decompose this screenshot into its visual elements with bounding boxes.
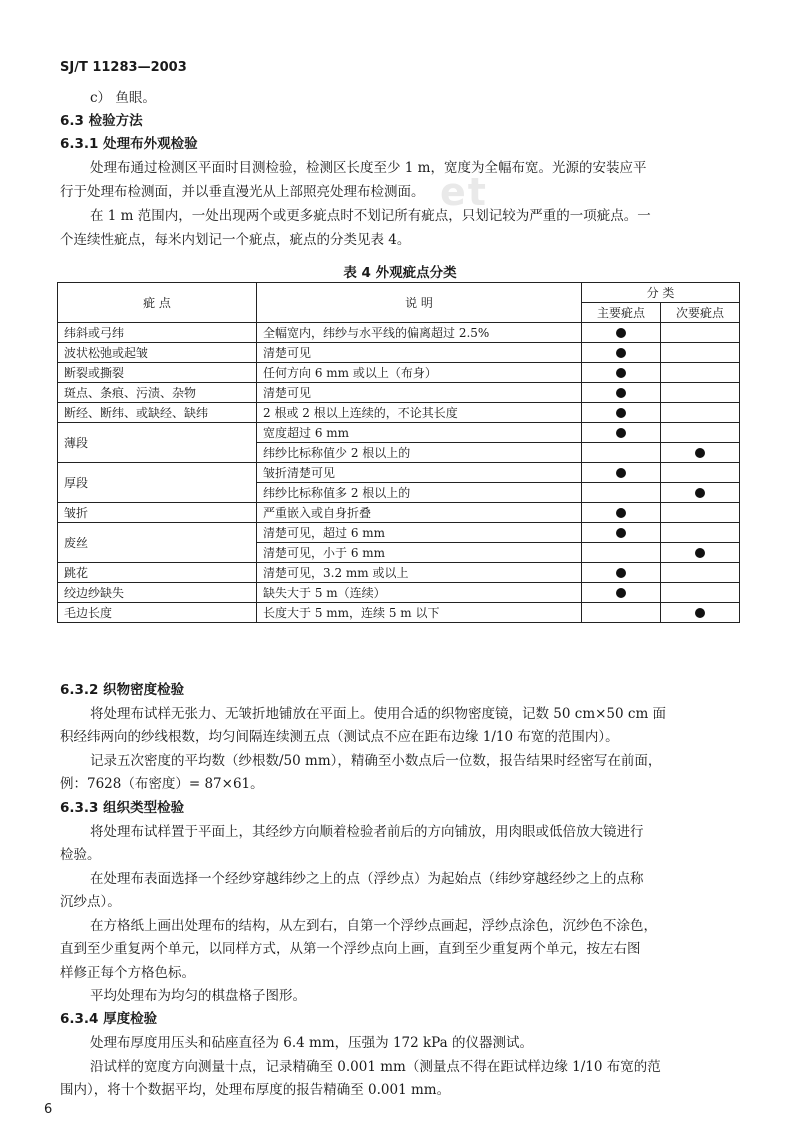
paragraph-line: c） 鱼眼。 (90, 90, 156, 106)
table-title: 表 4 外观疵点分类 (343, 265, 457, 281)
minor-class-cell (661, 503, 740, 523)
section-heading: 6.3.1 处理布外观检验 (60, 136, 198, 152)
minor-class-cell (661, 483, 740, 503)
spot-desc-cell: 清楚可见，小于 6 mm (257, 543, 582, 563)
paragraph-line: 检验。 (60, 847, 101, 863)
bullet-mark-icon (695, 488, 705, 498)
paragraph-line: 在处理布表面选择一个经纱穿越纬纱之上的点（浮纱点）为起始点（纬纱穿越经纱之上的点称 (90, 871, 644, 887)
table-row (58, 423, 740, 443)
bullet-mark-icon (616, 388, 626, 398)
spot-name-cell: 波状松弛或起皱 (58, 343, 257, 363)
spot-name-cell: 毛边长度 (58, 603, 257, 623)
table-row (58, 603, 740, 623)
section-heading: 6.3.3 组织类型检验 (60, 800, 185, 816)
spot-name-cell: 薄段 (58, 423, 257, 463)
paragraph-line: 记录五次密度的平均数（纱根数/50 mm），精确至小数点后一位数，报告结果时经密写在前面， (90, 753, 662, 769)
spot-desc-cell: 皱折清楚可见 (257, 463, 582, 483)
paragraph-line: 积经纬两向的纱线根数，均匀间隔连续测五点（测试点不应在距布边缘 1/10 布宽的范围内）。 (60, 729, 619, 745)
spot-desc-cell: 任何方向 6 mm 或以上（布身） (257, 363, 582, 383)
paragraph-line: 在 1 m 范围内，一处出现两个或更多疵点时不划记所有疵点，只划记较为严重的一项疵点。一 (90, 208, 651, 224)
major-class-cell (582, 583, 661, 603)
spot-desc-cell: 纬纱比标称值多 2 根以上的 (257, 483, 582, 503)
table-row (58, 583, 740, 603)
paragraph-line: 处理布厚度用压头和砧座直径为 6.4 mm，压强为 172 kPa 的仪器测试。 (90, 1035, 534, 1051)
spot-desc-cell: 清楚可见 (257, 383, 582, 403)
table-row (58, 503, 740, 523)
paragraph-line: 在方格纸上画出处理布的结构，从左到右，自第一个浮纱点画起，浮纱点涂色，沉纱色不涂色， (90, 918, 657, 934)
table-row (58, 323, 740, 343)
paragraph-line: 将处理布试样置于平面上，其经纱方向顺着检验者前后的方向铺放，用肉眼或低倍放大镜进行 (90, 824, 644, 840)
spot-name-cell: 跳花 (58, 563, 257, 583)
section-heading: 6.3.2 织物密度检验 (60, 682, 185, 698)
bullet-mark-icon (616, 568, 626, 578)
watermark: et (440, 170, 488, 214)
minor-class-cell (661, 463, 740, 483)
spot-desc-cell: 纬纱比标称值少 2 根以上的 (257, 443, 582, 463)
minor-class-cell (661, 583, 740, 603)
defect-classification-table (57, 282, 740, 623)
major-class-cell (582, 403, 661, 423)
spot-desc-cell: 清楚可见 (257, 343, 582, 363)
paragraph-line: 围内），将十个数据平均，处理布厚度的报告精确至 0.001 mm。 (60, 1082, 451, 1098)
spot-name-cell: 斑点、条痕、污渍、杂物 (58, 383, 257, 403)
major-class-cell (582, 363, 661, 383)
bullet-mark-icon (695, 608, 705, 618)
bullet-mark-icon (616, 468, 626, 478)
spot-desc-cell: 全幅宽内，纬纱与水平线的偏离超过 2.5% (257, 323, 582, 343)
bullet-mark-icon (616, 348, 626, 358)
major-class-cell (582, 523, 661, 543)
minor-class-cell (661, 363, 740, 383)
bullet-mark-icon (695, 448, 705, 458)
section-heading: 6.3.4 厚度检验 (60, 1011, 158, 1027)
paragraph-line: 例：7628（布密度）= 87×61。 (60, 776, 264, 792)
paragraph-line: 行于处理布检测面，并以垂直漫光从上部照亮处理布检测面。 (60, 184, 425, 200)
minor-class-cell (661, 603, 740, 623)
paragraph-line: 直到至少重复两个单元，以同样方式，从第一个浮纱点向上画，直到至少重复两个单元，按左右图 (60, 941, 641, 957)
paragraph-line: 沉纱点）。 (60, 894, 121, 910)
col-header-desc: 说 明 (257, 283, 582, 323)
major-class-cell (582, 423, 661, 443)
spot-name-cell: 绞边纱缺失 (58, 583, 257, 603)
col-header-spot: 疵 点 (58, 283, 257, 323)
spot-name-cell: 断裂或撕裂 (58, 363, 257, 383)
minor-class-cell (661, 343, 740, 363)
table-row (58, 563, 740, 583)
major-class-cell (582, 443, 661, 463)
minor-class-cell (661, 563, 740, 583)
spot-desc-cell: 宽度超过 6 mm (257, 423, 582, 443)
minor-class-cell (661, 323, 740, 343)
table-row (58, 383, 740, 403)
bullet-mark-icon (616, 328, 626, 338)
spot-desc-cell: 清楚可见，3.2 mm 或以上 (257, 563, 582, 583)
spot-name-cell: 皱折 (58, 503, 257, 523)
paragraph-line: 样修正每个方格色标。 (60, 965, 195, 981)
page-number: 6 (44, 1102, 53, 1117)
table-row (58, 523, 740, 543)
minor-class-cell (661, 403, 740, 423)
paragraph-line: 将处理布试样无张力、无皱折地铺放在平面上。使用合适的织物密度镜，记数 50 cm×50 cm 面 (90, 706, 667, 722)
paragraph-line: 沿试样的宽度方向测量十点，记录精确至 0.001 mm（测量点不得在距试样边缘 1/10 布宽的范 (90, 1059, 661, 1075)
bullet-mark-icon (695, 548, 705, 558)
col-header-major: 主要疵点 (582, 303, 661, 323)
standard-code: SJ/T 11283—2003 (60, 60, 187, 75)
spot-name-cell: 断经、断纬、或缺经、缺纬 (58, 403, 257, 423)
major-class-cell (582, 323, 661, 343)
table-body (58, 323, 740, 623)
minor-class-cell (661, 543, 740, 563)
section-heading: 6.3 检验方法 (60, 113, 143, 129)
major-class-cell (582, 483, 661, 503)
minor-class-cell (661, 523, 740, 543)
bullet-mark-icon (616, 408, 626, 418)
spot-desc-cell: 清楚可见，超过 6 mm (257, 523, 582, 543)
spot-desc-cell: 缺失大于 5 m（连续） (257, 583, 582, 603)
bullet-mark-icon (616, 588, 626, 598)
spot-desc-cell: 长度大于 5 mm，连续 5 m 以下 (257, 603, 582, 623)
table-row (58, 403, 740, 423)
paragraph-line: 处理布通过检测区平面时目测检验，检测区长度至少 1 m，宽度为全幅布宽。光源的安装应平 (90, 160, 647, 176)
bullet-mark-icon (616, 368, 626, 378)
bullet-mark-icon (616, 428, 626, 438)
table-row (58, 343, 740, 363)
major-class-cell (582, 543, 661, 563)
spot-desc-cell: 2 根或 2 根以上连续的，不论其长度 (257, 403, 582, 423)
col-header-class: 分 类 (582, 283, 740, 303)
minor-class-cell (661, 423, 740, 443)
major-class-cell (582, 503, 661, 523)
major-class-cell (582, 603, 661, 623)
paragraph-line: 平均处理布为均匀的棋盘格子图形。 (90, 988, 306, 1004)
major-class-cell (582, 383, 661, 403)
minor-class-cell (661, 383, 740, 403)
spot-name-cell: 纬斜或弓纬 (58, 323, 257, 343)
major-class-cell (582, 463, 661, 483)
minor-class-cell (661, 443, 740, 463)
paragraph-line: 个连续性疵点，每米内划记一个疵点，疵点的分类见表 4。 (60, 232, 411, 248)
major-class-cell (582, 563, 661, 583)
bullet-mark-icon (616, 528, 626, 538)
table-row (58, 463, 740, 483)
spot-name-cell: 厚段 (58, 463, 257, 503)
col-header-minor: 次要疵点 (661, 303, 740, 323)
table-row (58, 363, 740, 383)
bullet-mark-icon (616, 508, 626, 518)
spot-desc-cell: 严重嵌入或自身折叠 (257, 503, 582, 523)
spot-name-cell: 废丝 (58, 523, 257, 563)
major-class-cell (582, 343, 661, 363)
